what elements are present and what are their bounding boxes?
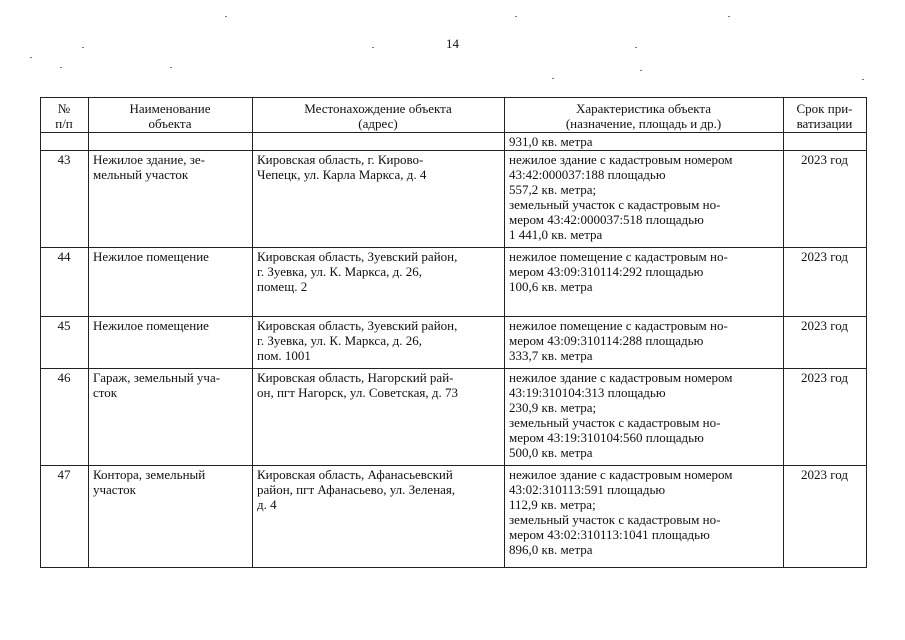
address-cell [253,466,505,568]
scan-speck [515,16,517,17]
characteristics-line: 500,0 кв. метра [509,445,593,460]
address-line: район, пгт Афанасьево, ул. Зеленая, [257,482,456,497]
header-text-line: № [57,101,71,116]
scan-speck [82,47,84,48]
characteristics-line: мером 43:09:310114:288 площадью [509,333,704,348]
address-line: Чепецк, ул. Карла Маркса, д. 4 [257,167,427,182]
continuation-name-cell [89,133,253,151]
characteristics-line: 43:19:310104:313 площадью [509,385,666,400]
characteristics-line: 100,6 кв. метра [509,279,593,294]
object-name-line: Контора, земельный [93,467,206,482]
address-line: Кировская область, Афанасьевский [257,467,453,482]
object-name-cell [89,466,253,568]
row-number: 46 [41,369,89,466]
address-line: г. Зуевка, ул. К. Маркса, д. 26, [257,333,422,348]
object-name-cell [89,151,253,248]
characteristics-line: 43:42:000037:188 площадью [509,167,666,182]
continuation-row [41,133,867,151]
table-header-row [41,98,867,133]
characteristics-cell [505,151,784,248]
privatization-term: 2023 год [784,317,867,369]
privatization-term: 2023 год [784,248,867,317]
scan-speck [372,47,374,48]
address-line: Кировская область, Зуевский район, [257,318,458,333]
address-line: он, пгт Нагорск, ул. Советская, д. 73 [257,385,458,400]
header-text-line: (адрес) [358,116,398,131]
address-cell [253,369,505,466]
characteristics-line: 333,7 кв. метра [509,348,593,363]
characteristics-line: 230,9 кв. метра; [509,400,597,415]
header-number [41,98,89,133]
characteristics-line: 43:02:310113:591 площадью [509,482,666,497]
header-text-line: (назначение, площадь и др.) [565,116,722,131]
object-name-line: сток [93,385,118,400]
characteristics-line: мером 43:02:310113:1041 площадью [509,527,710,542]
characteristics-cell [505,466,784,568]
table-row [41,317,867,369]
continuation-term-cell [784,133,867,151]
table-body [41,133,867,568]
table-row [41,151,867,248]
object-name-line: мельный участок [93,167,189,182]
object-name-line: Нежилое помещение [93,249,209,264]
privatization-table [40,97,867,568]
scan-speck [225,16,227,17]
characteristics-cell [505,317,784,369]
continuation-address-cell [253,133,505,151]
object-name-line: участок [93,482,136,497]
characteristics-line: нежилое помещение с кадастровым но- [509,249,728,264]
address-cell [253,248,505,317]
page-number: 14 [446,36,459,51]
row-number: 45 [41,317,89,369]
characteristics-line: мером 43:09:310114:292 площадью [509,264,704,279]
scan-speck [30,57,32,58]
address-line: Кировская область, Зуевский район, [257,249,458,264]
table-row [41,466,867,568]
header-text-line: Наименование [129,101,211,116]
header-text-line: Местонахождение объекта [304,101,452,116]
row-number: 43 [41,151,89,248]
address-line: пом. 1001 [257,348,311,363]
table-row [41,248,867,317]
characteristics-line: 1 441,0 кв. метра [509,227,603,242]
table-row [41,369,867,466]
address-line: г. Зуевка, ул. К. Маркса, д. 26, [257,264,422,279]
row-number: 47 [41,466,89,568]
characteristics-line: мером 43:42:000037:518 площадью [509,212,704,227]
scan-speck [728,16,730,17]
header-text-line: Срок при- [796,101,853,116]
characteristics-line: нежилое здание с кадастровым номером [509,370,733,385]
header-term [784,98,867,133]
privatization-term: 2023 год [784,151,867,248]
characteristics-line: 896,0 кв. метра [509,542,593,557]
header-name [89,98,253,133]
address-line: Кировская область, г. Кирово- [257,152,424,167]
scan-speck [170,67,172,68]
characteristics-line: 931,0 кв. метра [509,134,593,149]
scan-speck [552,78,554,79]
characteristics-cell [505,248,784,317]
object-name-cell [89,369,253,466]
continuation-characteristics-cell [505,133,784,151]
address-line: Кировская область, Нагорский рай- [257,370,454,385]
address-cell [253,151,505,248]
privatization-term: 2023 год [784,369,867,466]
object-name-line: Нежилое здание, зе- [93,152,205,167]
address-line: д. 4 [257,497,277,512]
scan-speck [635,47,637,48]
characteristics-line: земельный участок с кадастровым но- [509,512,721,527]
characteristics-line: нежилое помещение с кадастровым но- [509,318,728,333]
privatization-term: 2023 год [784,466,867,568]
row-number: 44 [41,248,89,317]
characteristics-line: нежилое здание с кадастровым номером [509,467,733,482]
header-text-line: объекта [148,116,192,131]
scan-speck [60,67,62,68]
object-name-cell [89,248,253,317]
address-cell [253,317,505,369]
header-address [253,98,505,133]
header-text-line: п/п [55,116,73,131]
scan-speck [862,79,864,80]
object-name-line: Гараж, земельный уча- [93,370,221,385]
characteristics-line: 112,9 кв. метра; [509,497,596,512]
characteristics-cell [505,369,784,466]
header-text-line: Характеристика объекта [575,101,712,116]
characteristics-line: мером 43:19:310104:560 площадью [509,430,704,445]
characteristics-line: нежилое здание с кадастровым номером [509,152,733,167]
object-name-cell [89,317,253,369]
header-text-line: ватизации [796,116,853,131]
characteristics-line: земельный участок с кадастровым но- [509,415,721,430]
scan-speck [640,70,642,71]
characteristics-line: земельный участок с кадастровым но- [509,197,721,212]
header-characteristics [505,98,784,133]
address-line: помещ. 2 [257,279,308,294]
characteristics-line: 557,2 кв. метра; [509,182,597,197]
object-name-line: Нежилое помещение [93,318,209,333]
continuation-num-cell [41,133,89,151]
